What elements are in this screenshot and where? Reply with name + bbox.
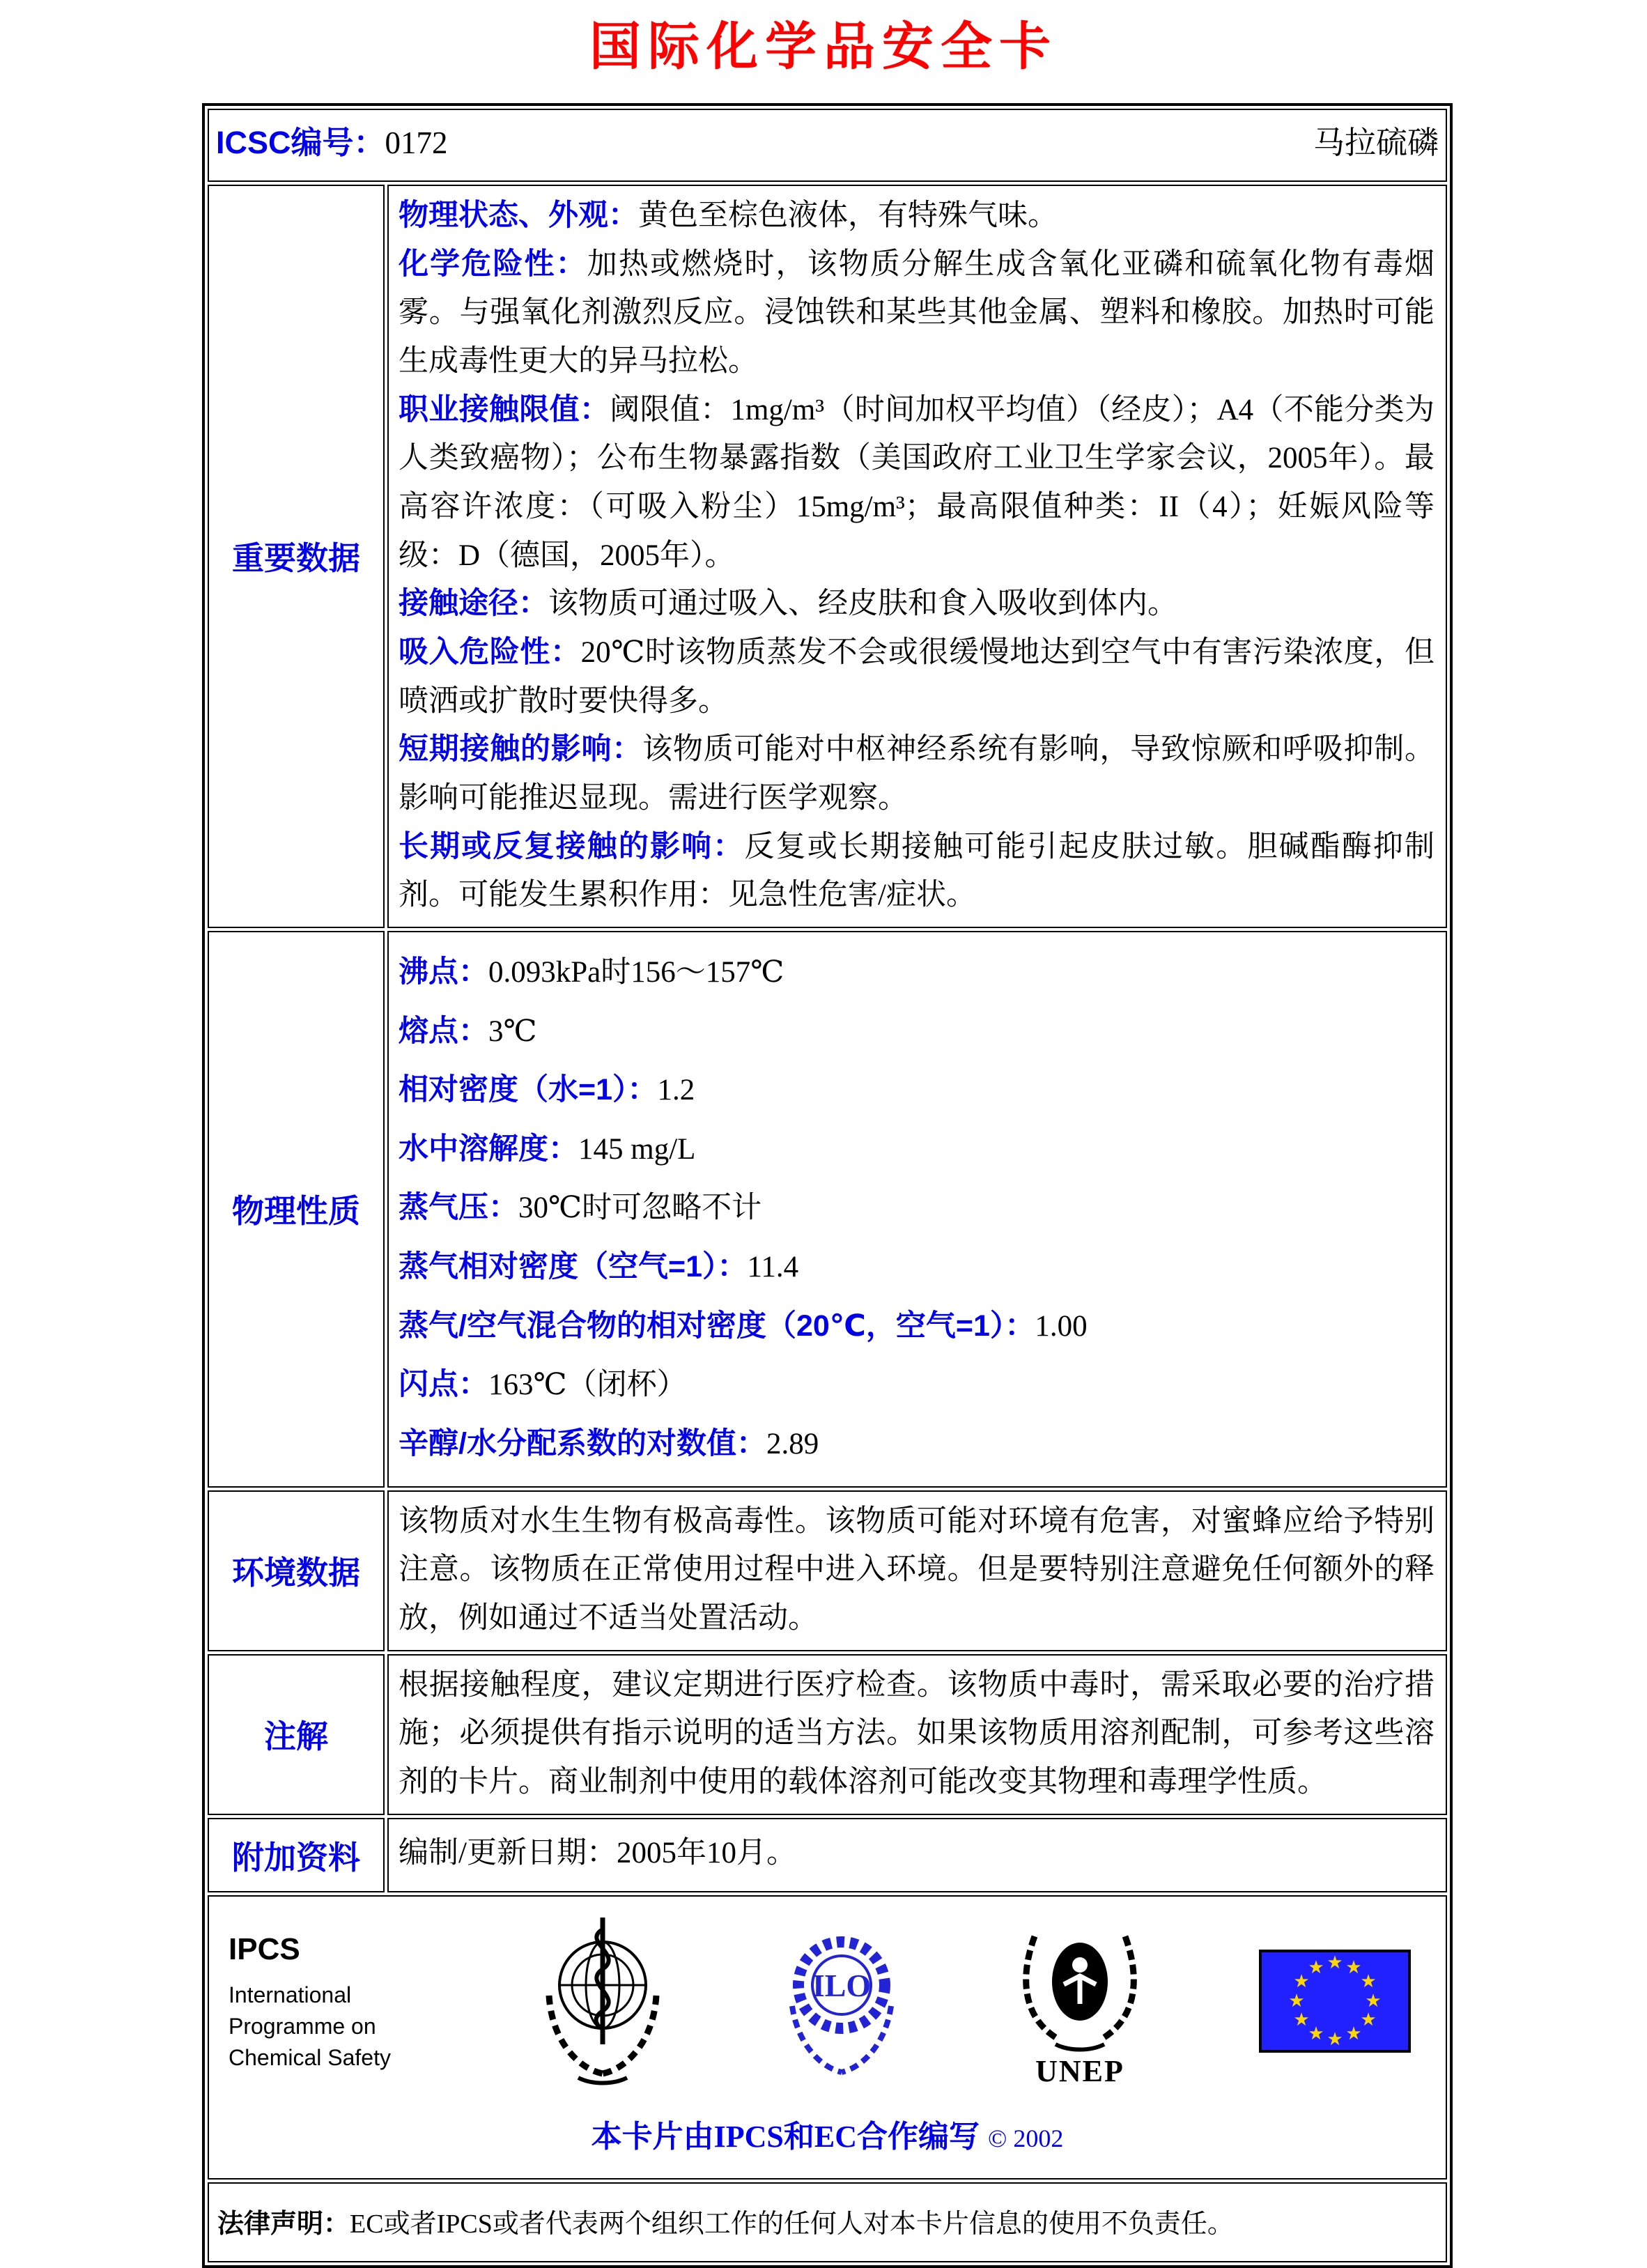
svg-text:★: ★ xyxy=(1308,2023,1324,2044)
unep-logo-icon xyxy=(1014,1912,1146,2093)
physical-property: 水中溶解度：145 mg/L xyxy=(399,1132,696,1166)
section-label-important-data: 重要数据 xyxy=(208,185,385,928)
important-data-entry: 长期或反复接触的影响：反复或长期接触可能引起皮肤过敏。胆碱酯酶抑制剂。可能发生累积作用：见急性危害/症状。 xyxy=(399,829,1435,912)
important-data-entry: 短期接触的影响：该物质可能对中枢神经系统有影响，导致惊厥和呼吸抑制。影响可能推迟显现。需进行医学观察。 xyxy=(399,732,1435,815)
svg-text:★: ★ xyxy=(1360,1970,1377,1992)
svg-text:★: ★ xyxy=(1327,1952,1343,1973)
svg-text:★: ★ xyxy=(1345,1957,1362,1978)
page-title: 国际化学品安全卡 xyxy=(589,19,1058,76)
svg-text:★: ★ xyxy=(1345,2023,1362,2044)
physical-property: 蒸气压：30℃时可忽略不计 xyxy=(399,1191,762,1225)
important-data-entry: 吸入危险性：20℃时该物质蒸发不会或很缓慢地达到空气中有害污染浓度，但喷洒或扩散时要快得多。 xyxy=(399,635,1435,718)
physical-property: 闪点：163℃（闭杯） xyxy=(399,1368,687,1402)
section-label-additional-info: 附加资料 xyxy=(208,1818,385,1893)
important-data-entry: 化学危险性：加热或燃烧时，该物质分解生成含氧化亚磷和硫氧化物有毒烟雾。与强氧化剂激烈反应。浸蚀铁和某些其他金属、塑料和橡胶。加热时可能生成毒性更大的异马拉松。 xyxy=(399,247,1435,378)
important-data-entry: 接触途径：该物质可通过吸入、经皮肤和食入吸收到体内。 xyxy=(399,587,1177,621)
physical-properties-content xyxy=(387,931,1447,1488)
header-row xyxy=(208,109,1447,182)
ipcs-text-block: IPCS International Programme on Chemical Safety xyxy=(229,1932,424,2073)
legal-text: EC或者IPCS或者代表两个组织工作的任何人对本卡片信息的使用不负责任。 xyxy=(350,2209,1234,2239)
physical-property: 沸点：0.093kPa时156～157℃ xyxy=(399,955,784,989)
additional-info-row xyxy=(208,1818,1447,1893)
environmental-data-row xyxy=(208,1490,1447,1651)
svg-text:★: ★ xyxy=(1293,1970,1310,1992)
svg-text:★: ★ xyxy=(1327,2028,1343,2050)
icsc-number-value: 0172 xyxy=(385,125,448,160)
icsc-number-label: ICSC编号： xyxy=(216,125,385,160)
physical-property: 熔点：3℃ xyxy=(399,1014,537,1048)
footer-copyright: © 2002 xyxy=(988,2124,1064,2153)
physical-properties-row xyxy=(208,931,1447,1488)
svg-text:★: ★ xyxy=(1293,2009,1310,2030)
important-data-entry: 职业接触限值：阈限值：1mg/m³（时间加权平均值）（经皮）；A4（不能分类为人类致癌物）；公布生物暴露指数（美国政府工业卫生学家会议，2005年）。最高容许浓度：（可吸入粉尘）15mg/m³；最高限值种类：II（4）；妊娠风险等级：D（德国，2005年）。 xyxy=(399,392,1435,572)
important-data-row xyxy=(208,185,1447,928)
section-label-notes: 注解 xyxy=(208,1654,385,1815)
icsc-card-table xyxy=(202,103,1453,2268)
svg-text:★: ★ xyxy=(1365,1990,1382,2012)
section-label-physical-properties: 物理性质 xyxy=(208,931,385,1488)
footer-caption-text: 本卡片由IPCS和EC合作编写 xyxy=(591,2120,980,2154)
ilo-logo-icon xyxy=(782,1915,901,2090)
legal-row xyxy=(208,2182,1447,2262)
unep-logo-text: UNEP xyxy=(1035,2054,1124,2089)
environmental-data-content: 该物质对水生生物有极高毒性。该物质可能对环境有危害，对蜜蜂应给予特别注意。该物质在正常使用过程中进入环境。但是要特别注意避免任何额外的释放，例如通过不适当处置活动。 xyxy=(387,1490,1447,1651)
svg-text:★: ★ xyxy=(1308,1957,1324,1978)
physical-property: 蒸气/空气混合物的相对密度（20℃，空气=1）：1.00 xyxy=(399,1309,1088,1343)
ilo-logo-text: ILO xyxy=(812,1968,871,2004)
physical-property: 蒸气相对密度（空气=1）：11.4 xyxy=(399,1250,799,1284)
ipcs-acronym: IPCS xyxy=(229,1932,300,1967)
svg-text:★: ★ xyxy=(1288,1990,1305,2012)
notes-row xyxy=(208,1654,1447,1815)
important-data-entry: 物理状态、外观：黄色至棕色液体，有特殊气味。 xyxy=(399,199,1058,232)
physical-property: 相对密度（水=1）：1.2 xyxy=(399,1073,695,1107)
notes-content: 根据接触程度，建议定期进行医疗检查。该物质中毒时，需采取必要的治疗措施；必须提供有指示说明的适当方法。如果该物质用溶剂配制，可参考这些溶剂的卡片。商业制剂中使用的载体溶剂可能改变其物理和毒理学性质。 xyxy=(387,1654,1447,1815)
eu-flag-icon xyxy=(1259,1950,1411,2056)
physical-property: 辛醇/水分配系数的对数值：2.89 xyxy=(399,1427,819,1461)
icsc-number-group xyxy=(216,117,448,162)
section-label-environmental-data: 环境数据 xyxy=(208,1490,385,1651)
additional-info-content: 编制/更新日期：2005年10月。 xyxy=(387,1818,1447,1893)
footer-caption xyxy=(223,2111,1432,2156)
important-data-content xyxy=(387,185,1447,928)
who-logo-icon xyxy=(536,1912,669,2093)
legal-label: 法律声明： xyxy=(217,2209,350,2239)
svg-text:★: ★ xyxy=(1360,2009,1377,2030)
chemical-name: 马拉硫磷 xyxy=(1313,125,1439,160)
logos-row xyxy=(208,1895,1447,2180)
